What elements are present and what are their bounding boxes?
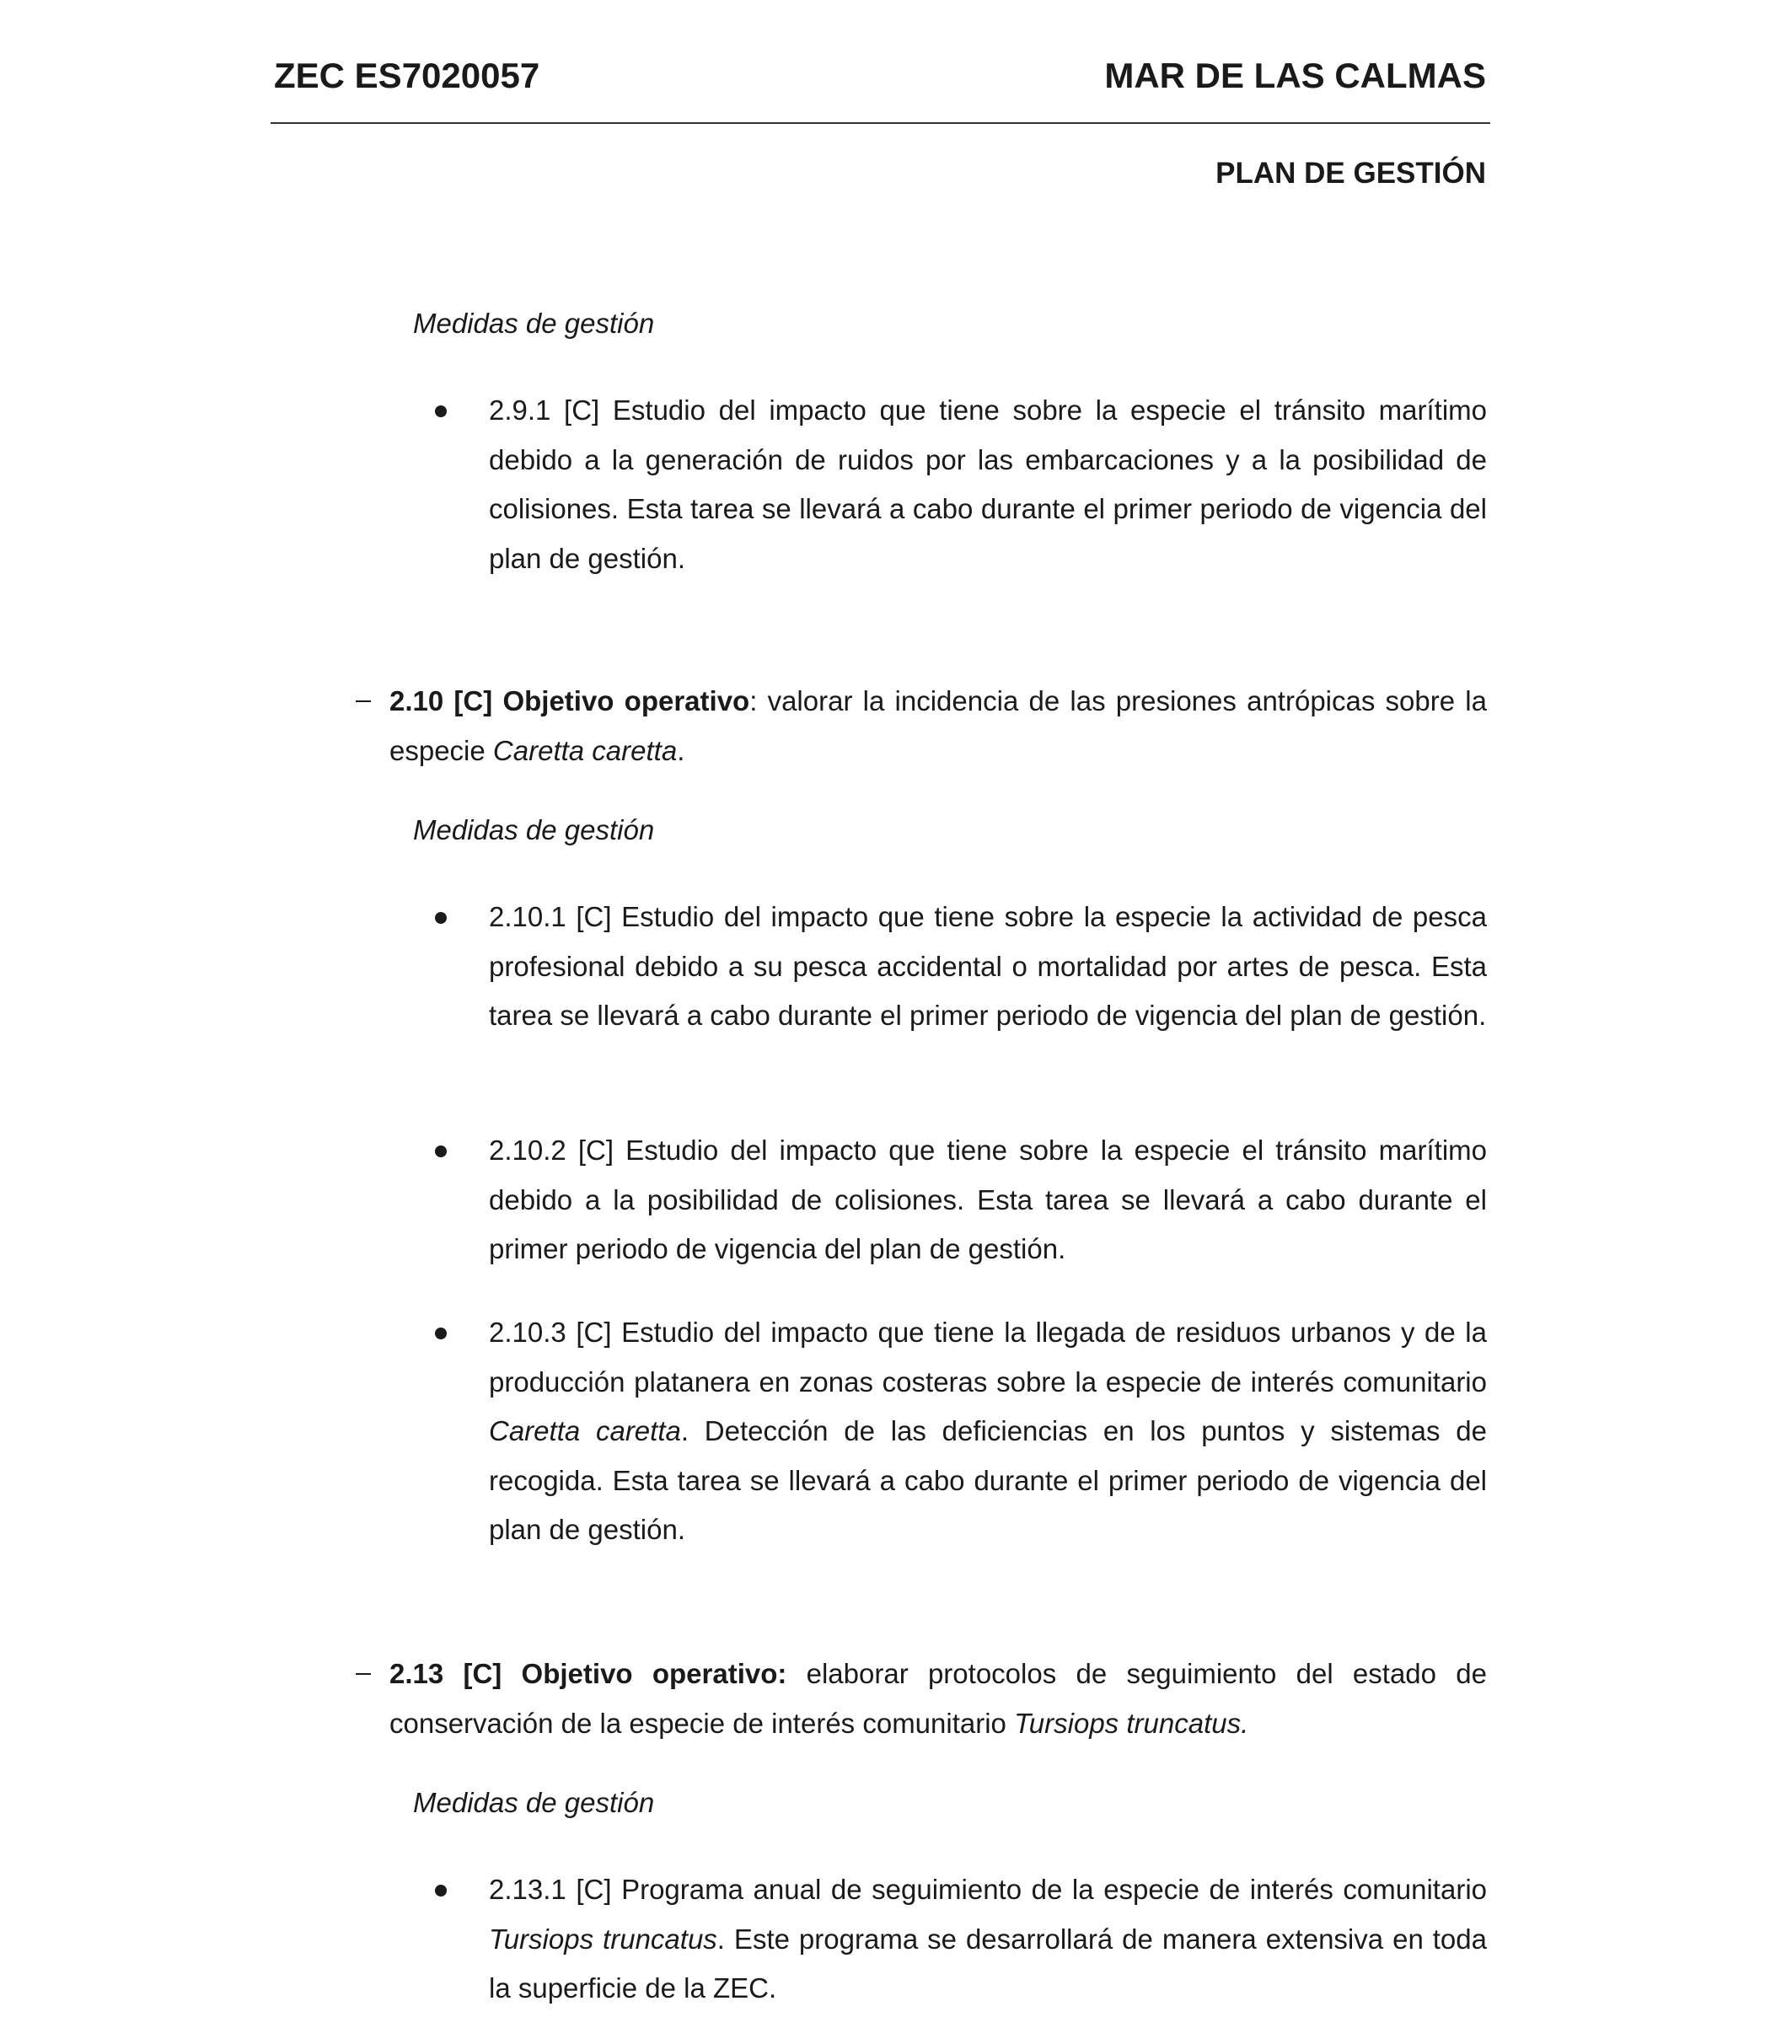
bullet-icon — [435, 1328, 447, 1339]
dash-icon — [356, 700, 371, 702]
species-name: Caretta caretta — [489, 1415, 681, 1446]
objective-label: 2.10 [C] Objetivo operativo — [389, 685, 750, 716]
document-code: ZEC ES7020057 — [274, 56, 540, 95]
measure-item-2-10-1: 2.10.1 [C] Estudio del impacto que tiene sobre la especie la actividad de pesca profesional debido a su pesca accidental o mortalidad por artes de pesca. Esta tarea se llevará a cabo durante el primer periodo de vigencia del plan de gestión. — [489, 901, 1487, 1031]
objective-2-13 — [389, 1650, 1487, 1748]
measures-heading: Medidas de gestión — [413, 1787, 655, 1818]
measure-text-end: . Este programa se desarrollará de manera extensiva en toda la superficie de la ZEC. — [489, 1923, 1487, 2004]
measure-item-2-13-1 — [489, 1865, 1487, 2014]
measure-item-2-10-2: 2.10.2 [C] Estudio del impacto que tiene sobre la especie el tránsito marítimo debido a la posibilidad de colisiones. Esta tarea se llevará a cabo durante el primer periodo de vigencia del plan de gestión. — [489, 1135, 1487, 1264]
bullet-icon — [435, 1885, 447, 1896]
bullet-icon — [435, 912, 447, 924]
objective-2-10 — [389, 677, 1487, 775]
dash-icon — [356, 1673, 371, 1675]
measure-text: 2.10.3 [C] Estudio del impacto que tiene la llegada de residuos urbanos y de la producción platanera en zonas costeras sobre la especie de interés comunitario — [489, 1317, 1487, 1398]
site-name: MAR DE LAS CALMAS — [1104, 56, 1486, 95]
objective-label: 2.13 [C] Objetivo operativo: — [389, 1658, 787, 1689]
measure-text: 2.13.1 [C] Programa anual de seguimiento de la especie de interés comunitario — [489, 1874, 1487, 1905]
species-name: Tursiops truncatus. — [1014, 1707, 1249, 1739]
measures-heading: Medidas de gestión — [413, 814, 655, 845]
species-name: Caretta caretta — [492, 734, 678, 766]
bullet-icon — [435, 1145, 447, 1157]
objective-text: elaborar protocolos de seguimiento del estado de conservación de la especie de interés comunitario — [389, 1658, 1487, 1739]
measure-item-2-10-3 — [489, 1308, 1487, 1555]
bullet-icon — [435, 405, 447, 417]
measure-text-end: . Detección de las deficiencias en los puntos y sistemas de recogida. Esta tarea se llevará a cabo durante el primer periodo de vigencia del plan de gestión. — [489, 1415, 1487, 1545]
document-title: PLAN DE GESTIÓN — [1215, 157, 1486, 190]
species-name: Tursiops truncatus — [489, 1923, 717, 1955]
objective-text: : valorar la incidencia de las presiones antrópicas sobre la especie — [389, 685, 1487, 766]
objective-text-end: . — [677, 734, 685, 766]
measures-heading: Medidas de gestión — [413, 308, 655, 339]
measure-item-2-9-1: 2.9.1 [C] Estudio del impacto que tiene sobre la especie el tránsito marítimo debido a la generación de ruidos por las embarcaciones y a la posibilidad de colisiones. Esta tarea se llevará a cabo durante el primer periodo de vigencia del plan de gestión. — [489, 394, 1487, 574]
